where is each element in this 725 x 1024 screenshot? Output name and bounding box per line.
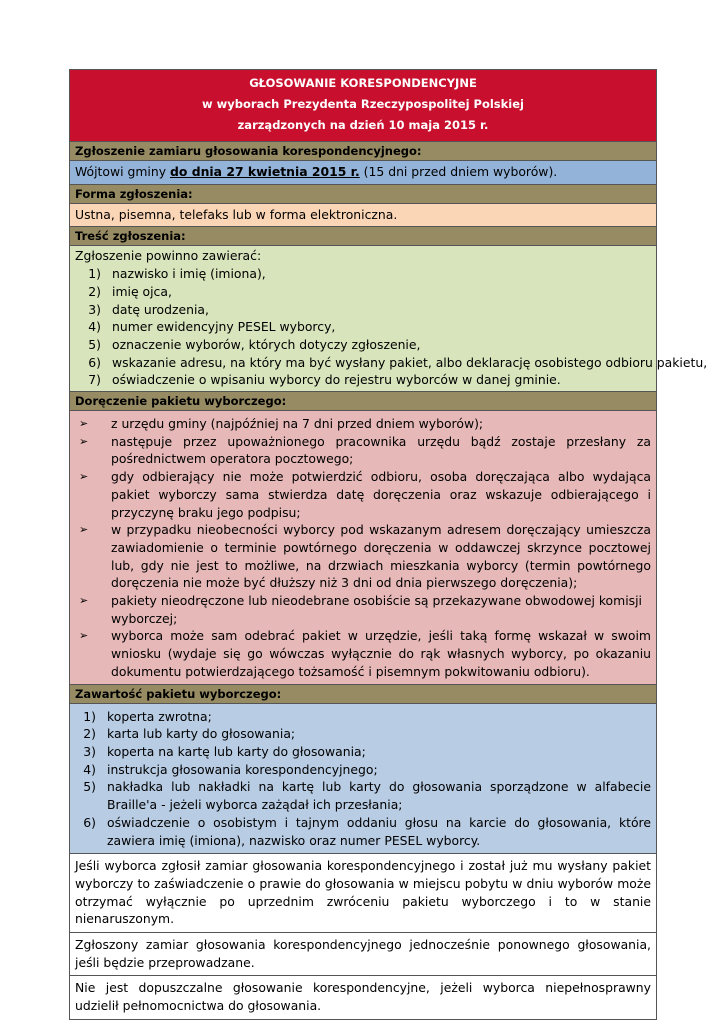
list-item: 5) nakładka lub nakładki na kartę lub karty do głosowania sporządzone w alfabecie Braille'a - jeżeli wyborca zażądał ich przesłania; [83,779,651,813]
title-line-3: zarządzonych na dzień 10 maja 2015 r. [237,118,489,132]
section-doreczenie-body [70,410,656,684]
note-pelnomocnictwo: Nie jest dopuszczalne głosowanie korespondencyjne, jeżeli wyborca niepełnosprawny udzielił pełnomocnictwa do głosowania. [70,975,656,1018]
section-tresc-body [70,245,708,391]
note-ponowne-glosowanie: Zgłoszony zamiar głosowania korespondencyjnego jednocześnie ponownego głosowania, jeśli będzie przeprowadzane. [70,932,656,975]
list-item: 5) oznaczenie wyborów, których dotyczy zgłoszenie, [88,336,421,352]
section-zgloszenie-body [70,160,656,184]
list-item: 4) instrukcja głosowania korespondencyjnego; [83,761,378,777]
list-item: 1) nazwisko i imię (imiona), [88,266,266,282]
title-line-2: w wyborach Prezydenta Rzeczypospolitej Polskiej [202,97,524,111]
section-header-doreczenie: Doręczenie pakietu wyborczego: [70,391,656,410]
list-item: ➢ pakiety nieodręczone lub nieodebrane osobiście są przekazywane obwodowej komisji wyborczej; [75,592,651,627]
section-zawartosc-body [70,703,656,854]
tresc-intro: Zgłoszenie powinno zawierać: [75,248,262,264]
list-item: ➢ gdy odbierający nie może potwierdzić odbioru, osoba doręczająca albo wydająca pakiet wyborczy sama stwierdza datę doręczenia oraz wskazuje odbierającego i przyczynę braku jego podpisu; [75,468,651,521]
list-item: ➢ z urzędu gminy (najpóźniej na 7 dni przed dniem wyborów); [75,415,651,433]
list-item: 6) wskazanie adresu, na który ma być wysłany pakiet, albo deklarację osobistego odbioru pakietu, [88,354,708,370]
list-item: 4) numer ewidencyjny PESEL wyborcy, [88,319,336,335]
list-item: 3) datę urodzenia, [88,301,209,317]
section-header-zawartosc: Zawartość pakietu wyborczego: [70,684,656,703]
section-header-zgloszenie: Zgłoszenie zamiaru głosowania korespondencyjnego: [70,141,656,160]
list-item: 1) koperta zwrotna; [83,708,212,724]
arrow-bullet-icon: ➢ [79,523,89,537]
section-header-tresc: Treść zgłoszenia: [70,226,656,245]
title-line-1: GŁOSOWANIE KORESPONDENCYJNE [249,76,477,90]
note-pakiet-zwrot: Jeśli wyborca zgłosił zamiar głosowania korespondencyjnego i został już mu wysłany pakiet wyborczy to zaświadczenie o prawie do głosowania w miejscu pobytu w dniu wyborów może otrzymać wyłącznie po uprzednim zwróceniu pakietu wyborczego i to w stanie nienaruszonym. [70,853,656,932]
zgloszenie-suffix: (15 dni przed dniem wyborów). [359,164,558,179]
zgloszenie-prefix: Wójtowi gminy [75,164,171,179]
arrow-bullet-icon: ➢ [79,470,89,484]
doreczenie-list [75,415,651,681]
list-item: ➢ w przypadku nieobecności wyborcy pod wskazanym adresem doręczający umieszcza zawiadomienie o terminie powtórnego doręczenia w oddawczej skrzynce pocztowej lub, gdy nie jest to możliwe, na drzwiach mieszkania wyborcy (termin powtórnego doręczenia nie może być dłuższy niż 3 dni od dnia pierwszego doręczenia); [75,521,651,592]
document-title [70,70,656,141]
arrow-bullet-icon: ➢ [79,417,89,431]
list-item: 6) oświadczenie o osobistym i tajnym oddaniu głosu na karcie do głosowania, które zawiera imię (imiona), nazwisko oraz numer PESEL wyborcy. [83,814,651,848]
list-item: ➢ wyborca może sam odebrać pakiet w urzędzie, jeśli taką formę wskazał w swoim wniosku (wydaje się go wówczas wyłącznie do rąk własnych wyborcy, po okazaniu dokumentu potwierdzającego tożsamość i pisemnym pokwitowaniu odbioru). [75,627,651,680]
section-header-forma: Forma zgłoszenia: [70,184,656,203]
tresc-list [75,265,708,389]
section-forma-body: Ustna, pisemna, telefaks lub w forma elektroniczna. [70,203,656,227]
list-item: 3) koperta na kartę lub karty do głosowania; [83,743,366,759]
list-item: 7) oświadczenie o wpisaniu wyborcy do rejestru wyborców w danej gminie. [88,372,561,388]
list-item: ➢ następuje przez upoważnionego pracownika urzędu bądź zostaje przesłany za pośrednictwem operatora pocztowego; [75,433,651,468]
election-info-table [69,69,708,1020]
zawartosc-list [75,708,651,850]
list-item: 2) imię ojca, [88,283,172,299]
list-item: 2) karta lub karty do głosowania; [83,726,296,742]
zgloszenie-deadline: do dnia 27 kwietnia 2015 r. [170,164,360,179]
arrow-bullet-icon: ➢ [79,434,89,448]
arrow-bullet-icon: ➢ [79,594,89,608]
arrow-bullet-icon: ➢ [79,629,89,643]
